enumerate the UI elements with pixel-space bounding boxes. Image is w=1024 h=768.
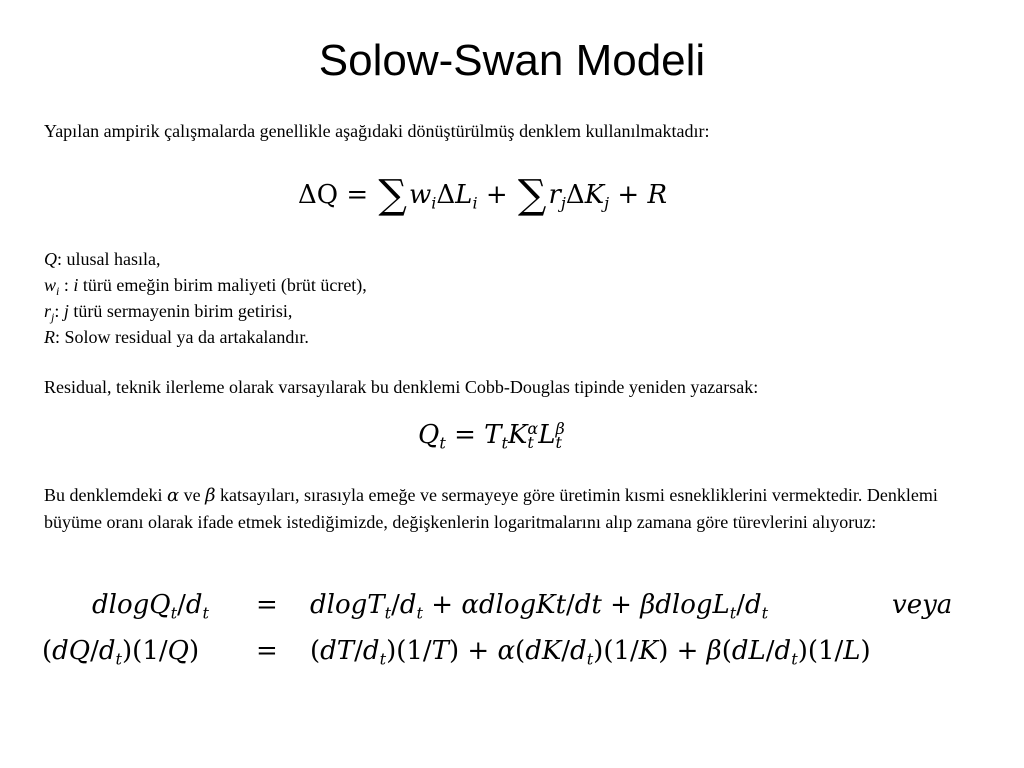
definition-r: $r_j$: j türü sermayenin birim getirisi, <box>44 301 293 324</box>
residual-paragraph: Residual, teknik ilerleme olarak varsayılarak bu denklemi Cobb-Douglas tipinde yeniden yazarsak: <box>44 377 759 397</box>
definition-w: $w_i$ : i türü emeğin birim maliyeti (brüt ücret), <box>44 275 367 298</box>
symbol-definitions <box>44 246 367 350</box>
equation-growth-rate-row-2: $(dQ/d_t)(1/Q)$ = $(dT/d_t)(1/T) + \alpha(dK/d_t)(1/K) + \beta(dL/d_t)(1/L)$ <box>42 636 871 669</box>
slide-title: Solow-Swan Modeli <box>318 36 706 85</box>
alpha-symbol: α <box>166 485 180 506</box>
equation-cobb-douglas: $Q_t = T_tK$ α t L β t <box>418 419 565 453</box>
beta-symbol: β <box>205 485 216 506</box>
definition-residual: R: Solow residual ya da artakalandır. <box>44 327 309 347</box>
equation-growth-accounting: $\Delta Q = \sum w_i\Delta L_i + \sum r_j\Delta K_j + R$ <box>298 172 668 218</box>
intro-paragraph: Yapılan ampirik çalışmalarda genellikle aşağıdaki dönüştürülmüş denklem kullanılmaktadır: <box>44 121 710 141</box>
elasticity-paragraph: Bu denklemdeki α ve β katsayıları, sırasıyla emeğe ve sermayeye göre üretimin kısmi esnekliklerini vermektedir. Denklemi büyüme oranı olarak ifade etmek istediğimizde, değişkenlerin logaritmalarını alıp zamana göre türevlerini alıyoruz: <box>44 485 938 532</box>
definition-q: Q: ulusal hasıla, <box>44 249 161 269</box>
equation-growth-rate-row-1: $dlogQ_t/d_t$ = $dlogT_t/d_t$ + αdlogKt/dt + $\beta dlogL_t/d_t$ veya <box>92 590 953 623</box>
